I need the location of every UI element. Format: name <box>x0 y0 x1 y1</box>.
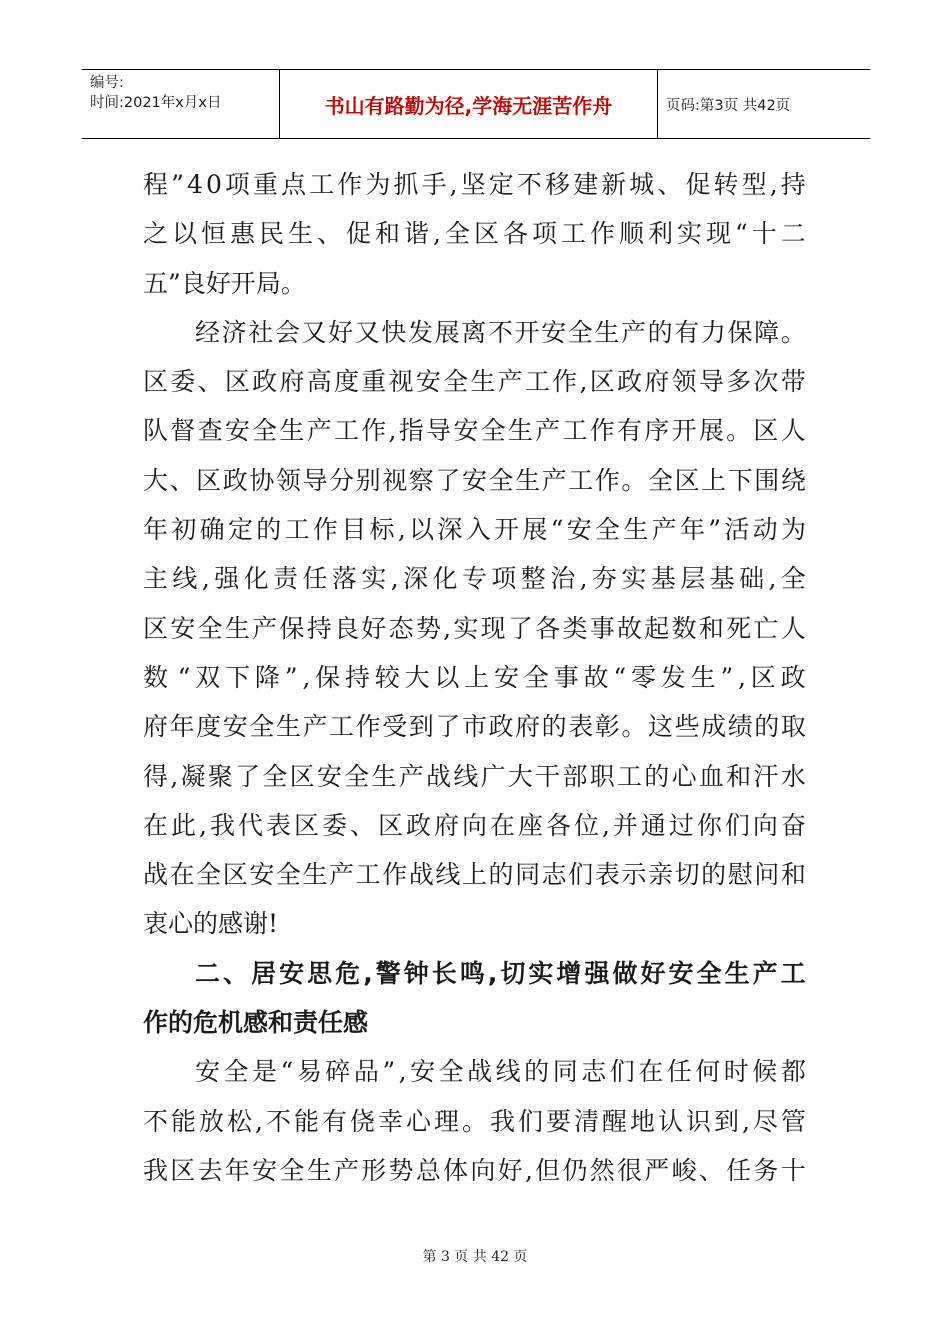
body-text-line: 在 此 , 我 代 表 区 委 、 区 政 府 向 在 座 各 位 , 并 通 过 你 们 向 奋 <box>143 810 806 840</box>
section-heading-line: 作的危机感和责任感 <box>143 1008 369 1038</box>
body-text-line: 区 委 、 区 政 府 高 度 重 视 安 全 生 产 工 作 , 区 政 府 领 导 多 次 带 <box>143 367 806 397</box>
body-text-line: 安 全 是 “ 易 碎 品 ” , 安 全 战 线 的 同 志 们 在 任 何 时 候 都 <box>195 1057 806 1087</box>
document-number-label: 编号: <box>90 75 124 91</box>
body-text-line: 府 年 度 安 全 生 产 工 作 受 到 了 市 政 府 的 表 彰 。 这 些 成 绩 的 取 <box>143 712 806 742</box>
body-text-line: 数 “ 双 下 降 ” , 保 持 较 大 以 上 安 全 事 故 “ 零 发 生 ” , 区 政 <box>143 662 806 692</box>
page-header <box>82 69 870 139</box>
header-motto: 书山有路勤为径,学海无涯苦作舟 <box>280 70 658 138</box>
body-text-line: 经 济 社 会 又 好 又 快 发 展 离 不 开 安 全 生 产 的 有 力 保 障 。 <box>195 317 806 347</box>
body-text-line: 我 区 去 年 安 全 生 产 形 势 总 体 向 好 , 但 仍 然 很 严 峻 、 任 务 十 <box>143 1155 806 1185</box>
body-text-line: 区 安 全 生 产 保 持 良 好 态 势 , 实 现 了 各 类 事 故 起 数 和 死 亡 人 <box>143 613 806 643</box>
body-text-line: 衷心的感谢! <box>143 909 279 939</box>
document-time-label: 时间:2021年x月x日 <box>90 95 222 111</box>
body-text-line: 之 以 恒 惠 民 生 、 促 和 谐 , 全 区 各 项 工 作 顺 利 实 现 “ 十 二 <box>143 219 806 249</box>
body-text-line: 不 能 放 松 , 不 能 有 侥 幸 心 理 。 我 们 要 清 醒 地 认 识 到 , 尽 管 <box>143 1106 806 1136</box>
header-meta <box>82 70 280 138</box>
body-text-line: 年 初 确 定 的 工 作 目 标 , 以 深 入 开 展 “ 安 全 生 产 年 ” 活 动 为 <box>143 515 806 545</box>
body-text-line: 战 在 全 区 安 全 生 产 工 作 战 线 上 的 同 志 们 表 示 亲 切 的 慰 问 和 <box>143 860 806 890</box>
body-text-line: 得 , 凝 聚 了 全 区 安 全 生 产 战 线 广 大 干 部 职 工 的 心 血 和 汗 水 <box>143 761 806 791</box>
body-text-line: 队 督 查 安 全 生 产 工 作 , 指 导 安 全 生 产 工 作 有 序 开 展 。 区 人 <box>143 416 806 446</box>
section-heading-line: 二 、 居 安 思 危 , 警 钟 长 鸣 , 切 实 增 强 做 好 安 全 生 产 工 <box>195 958 806 988</box>
page-footer: 第 3 页 共 42 页 <box>422 1249 528 1265</box>
header-page-info: 页码:第3页 共42页 <box>666 97 791 114</box>
document-body <box>143 160 806 1195</box>
body-text-line: 大 、 区 政 协 领 导 分 别 视 察 了 安 全 生 产 工 作 。 全 区 上 下 围 绕 <box>143 465 806 495</box>
body-text-line: 主 线 , 强 化 责 任 落 实 , 深 化 专 项 整 治 , 夯 实 基 层 基 础 , 全 <box>143 564 806 594</box>
body-text-line: 程 ” 4 0 项 重 点 工 作 为 抓 手 , 坚 定 不 移 建 新 城 、 促 转 型 , 持 <box>143 170 806 199</box>
body-text-line: 五”良好开局。 <box>143 268 306 298</box>
